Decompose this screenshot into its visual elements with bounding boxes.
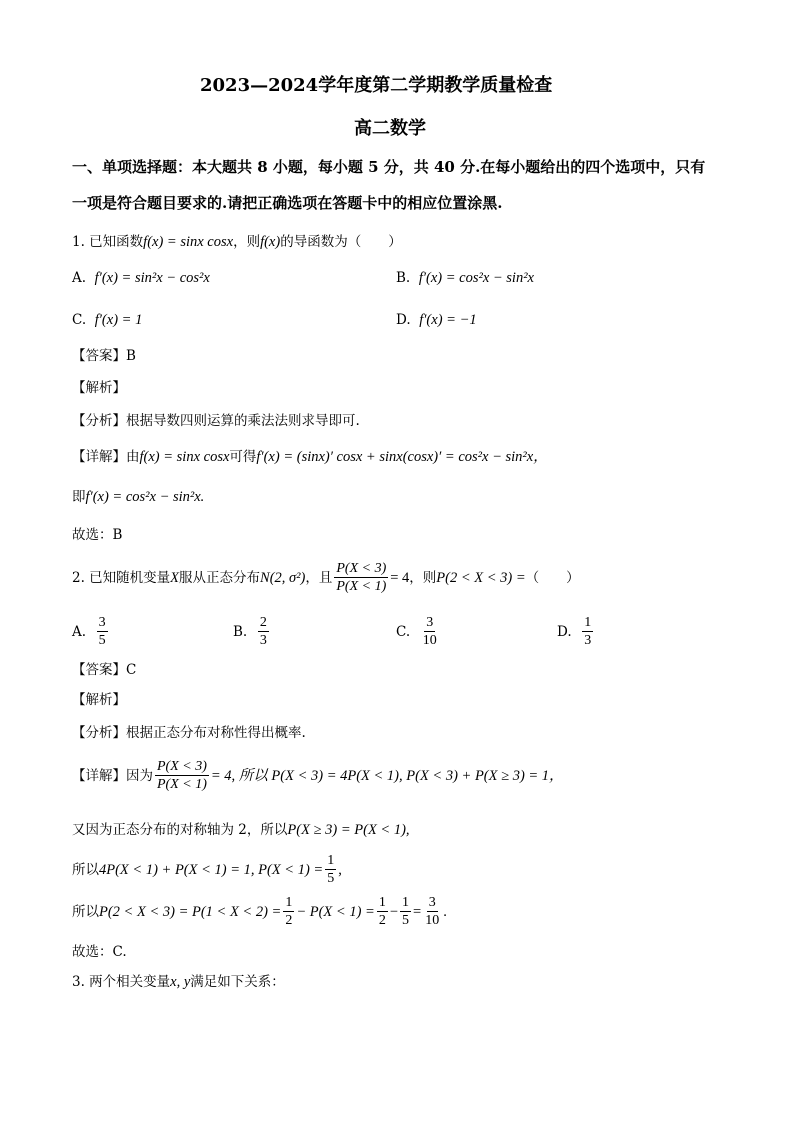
q1-detail-function: f(x) = sinx cosx	[139, 449, 230, 465]
q1-stem-pre: 1. 已知函数	[72, 234, 144, 250]
q2-ratio-num: P(X < 3)	[336, 561, 387, 576]
q2-line4-f4-den: 10	[425, 913, 440, 928]
q1-option-a-label: A.	[72, 270, 87, 286]
q2-line3-post: ,	[338, 861, 342, 878]
q1-option-a-text: f′(x) = sin²x − cos²x	[94, 270, 210, 286]
q2-line3-pre: 所以	[72, 861, 99, 878]
q2-line4-post: .	[443, 903, 447, 920]
q2-line3	[72, 852, 342, 887]
q1-analysis-label: 【解析】	[72, 380, 126, 396]
q2-line2	[72, 820, 410, 840]
q2-option-a-label: A.	[72, 623, 87, 640]
q2-detail	[72, 758, 564, 793]
q1-option-b	[396, 268, 534, 288]
q1-option-a	[72, 268, 210, 288]
q1-detail-equation: f′(x) = (sinx)′ cosx + sinx(cosx)′ = cos²x − sin²x，	[256, 449, 548, 465]
q1-function: f(x) = sinx cosx	[143, 234, 234, 250]
q1-fenxi: 【分析】根据导数四则运算的乘法法则求导即可.	[72, 413, 360, 429]
q1-ji	[72, 487, 204, 507]
q2-option-d-num: 1	[584, 615, 592, 630]
q2-stem	[72, 560, 580, 595]
q1-detail-pre: 【详解】由	[72, 449, 140, 465]
q2-line2-equation: P(X ≥ 3) = P(X < 1),	[287, 822, 410, 838]
q2-option-a-num: 3	[98, 615, 106, 630]
section-heading-line2: 一项是符合题目要求的.请把正确选项在答题卡中的相应位置涂黑.	[72, 194, 503, 212]
q3-stem-post: 满足如下关系：	[190, 974, 285, 990]
q2-line4	[72, 894, 447, 929]
q2-line3-num: 1	[327, 853, 335, 868]
q3-stem	[72, 972, 285, 992]
q2-line4-f1-num: 1	[285, 895, 293, 910]
q1-option-d-text: f′(x) = −1	[419, 312, 477, 328]
q2-option-c-num: 3	[426, 615, 434, 630]
q2-normal-dist: N(2, σ²)	[260, 569, 306, 586]
q2-line4-eq2: − P(X < 1) =	[296, 903, 375, 920]
q2-line4-eq3: =	[413, 903, 422, 920]
q1-ji-equation: f′(x) = cos²x − sin²x.	[85, 489, 205, 505]
q1-stem	[72, 232, 402, 252]
q2-option-b-den: 3	[259, 633, 267, 648]
q2-line2-pre: 又因为正态分布的对称轴为 2，所以	[72, 822, 288, 838]
q2-answer: 【答案】C	[72, 662, 137, 678]
q1-option-c	[72, 310, 142, 330]
q1-guxuan: 故选：B	[72, 527, 123, 543]
q2-option-c	[396, 614, 441, 649]
q2-line4-eq1: P(2 < X < 3) = P(1 < X < 2) =	[99, 903, 282, 920]
q2-line3-den: 5	[327, 871, 335, 886]
q2-detail-den: P(X < 1)	[157, 777, 207, 792]
q1-option-d	[396, 310, 477, 330]
q2-line4-f2-den: 2	[378, 913, 386, 928]
q2-line4-f3-num: 1	[402, 895, 409, 910]
exam-title: 2023—2024学年度第二学期教学质量检查	[200, 75, 553, 96]
q1-stem-mid: ，则	[233, 234, 261, 250]
q3-stem-pre: 3. 两个相关变量	[72, 974, 171, 990]
q2-option-b-num: 2	[259, 615, 267, 630]
q2-analysis-label: 【解析】	[72, 692, 126, 708]
q2-option-c-den: 10	[422, 633, 437, 648]
q2-option-a-den: 5	[98, 633, 106, 648]
q1-ji-pre: 即	[72, 489, 86, 505]
q2-line4-pre: 所以	[72, 903, 99, 920]
q2-ratio-eq: = 4	[390, 569, 410, 586]
q2-option-d	[557, 614, 595, 649]
q2-option-b-label: B.	[233, 623, 248, 640]
q2-detail-pre: 【详解】因为	[72, 767, 153, 784]
q1-option-b-label: B.	[396, 270, 411, 286]
q2-option-b	[233, 614, 271, 649]
q2-detail-num: P(X < 3)	[157, 759, 207, 774]
section-heading-line1: 一、单项选择题：本大题共 8 小题，每小题 5 分，共 40 分.在每小题给出的四个选项中，只有	[72, 158, 706, 176]
q2-stem-post: （ ）	[525, 569, 580, 586]
q2-guxuan: 故选：C.	[72, 944, 127, 960]
q2-detail-equation: = 4, 所以 P(X < 3) = 4P(X < 1), P(X < 3) + P(X ≥ 3) = 1，	[210, 767, 564, 784]
q2-stem-mid3: ，则	[409, 569, 437, 586]
q1-option-c-label: C.	[72, 312, 87, 328]
q2-fenxi: 【分析】根据正态分布对称性得出概率.	[72, 725, 306, 741]
q2-line4-f3-den: 5	[402, 913, 409, 928]
q2-line4-f4-num: 3	[428, 895, 436, 910]
q1-detail-mid: 可得	[229, 449, 257, 465]
q1-option-c-text: f′(x) = 1	[94, 312, 143, 328]
q2-line4-f1-den: 2	[285, 913, 293, 928]
q2-stem-mid2: ，且	[305, 569, 333, 586]
q2-var-x: X	[170, 569, 180, 586]
q2-ratio-den: P(X < 1)	[336, 579, 387, 594]
q1-detail	[72, 447, 548, 467]
q2-option-a	[72, 614, 110, 649]
q2-stem-pre: 2. 已知随机变量	[72, 569, 171, 586]
q3-vars: x, y	[170, 974, 191, 990]
q2-ratio-fraction	[334, 560, 388, 595]
q2-option-c-label: C.	[396, 623, 411, 640]
q2-prob-target: P(2 < X < 3) =	[436, 569, 526, 586]
exam-subtitle: 高二数学	[354, 118, 426, 139]
q1-option-d-label: D.	[396, 312, 411, 328]
q2-line4-minus: −	[389, 903, 398, 920]
q2-line3-equation: 4P(X < 1) + P(X < 1) = 1, P(X < 1) =	[99, 861, 324, 878]
q2-option-d-label: D.	[557, 623, 572, 640]
q2-stem-mid1: 服从正态分布	[179, 569, 261, 586]
q2-option-d-den: 3	[584, 633, 592, 648]
q1-answer: 【答案】B	[72, 348, 136, 364]
q1-option-b-text: f′(x) = cos²x − sin²x	[418, 270, 534, 286]
q2-line4-f2-num: 1	[378, 895, 386, 910]
q1-fx: f(x)	[260, 234, 281, 250]
q1-stem-post: 的导函数为（ ）	[280, 234, 402, 250]
